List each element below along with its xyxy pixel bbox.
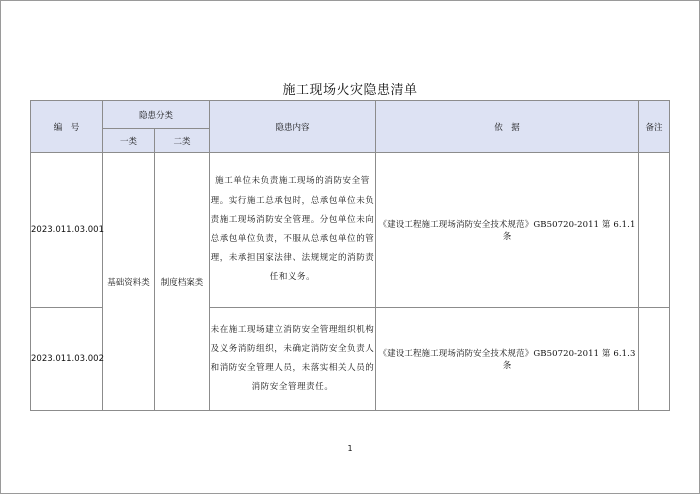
header-content: 隐患内容 — [210, 101, 376, 153]
basis-citation: 《建设工程施工现场消防安全技术规范》GB50720-2011 第 6.1.1 条 — [376, 153, 639, 308]
document-title: 施工现场火灾隐患清单 — [282, 83, 418, 98]
page-number: 1 — [347, 444, 353, 453]
header-category: 隐患分类 — [103, 101, 210, 129]
header-basis: 依 据 — [376, 101, 639, 153]
row-number: 2023.011.03.002 — [31, 308, 103, 411]
category-level2-cell: 制度档案类 — [155, 153, 210, 411]
header-remarks: 备注 — [639, 101, 670, 153]
row-number: 2023.011.03.001 — [31, 153, 103, 308]
basis-citation: 《建设工程施工现场消防安全技术规范》GB50720-2011 第 6.1.3 条 — [376, 308, 639, 411]
table-row — [31, 153, 670, 308]
header-category-level2: 二类 — [155, 129, 210, 153]
header-number: 编 号 — [31, 101, 103, 153]
hazard-content: 未在施工现场建立消防安全管理组织机构及义务消防组织，未确定消防安全负责人和消防安全管理人员，未落实相关人员的消防安全管理责任。 — [210, 308, 376, 411]
hazard-table — [30, 100, 670, 411]
remarks-cell — [639, 153, 670, 308]
category-level1-cell: 基础资料类 — [103, 153, 155, 411]
hazard-content: 施工单位未负责施工现场的消防安全管理。实行施工总承包时，总承包单位未负责施工现场消防安全管理。分包单位未向总承包单位负责，不服从总承包单位的管理，未承担国家法律、法规规定的消防责任和义务。 — [210, 153, 376, 308]
header-category-level1: 一类 — [103, 129, 155, 153]
remarks-cell — [639, 308, 670, 411]
header-row — [31, 101, 670, 129]
